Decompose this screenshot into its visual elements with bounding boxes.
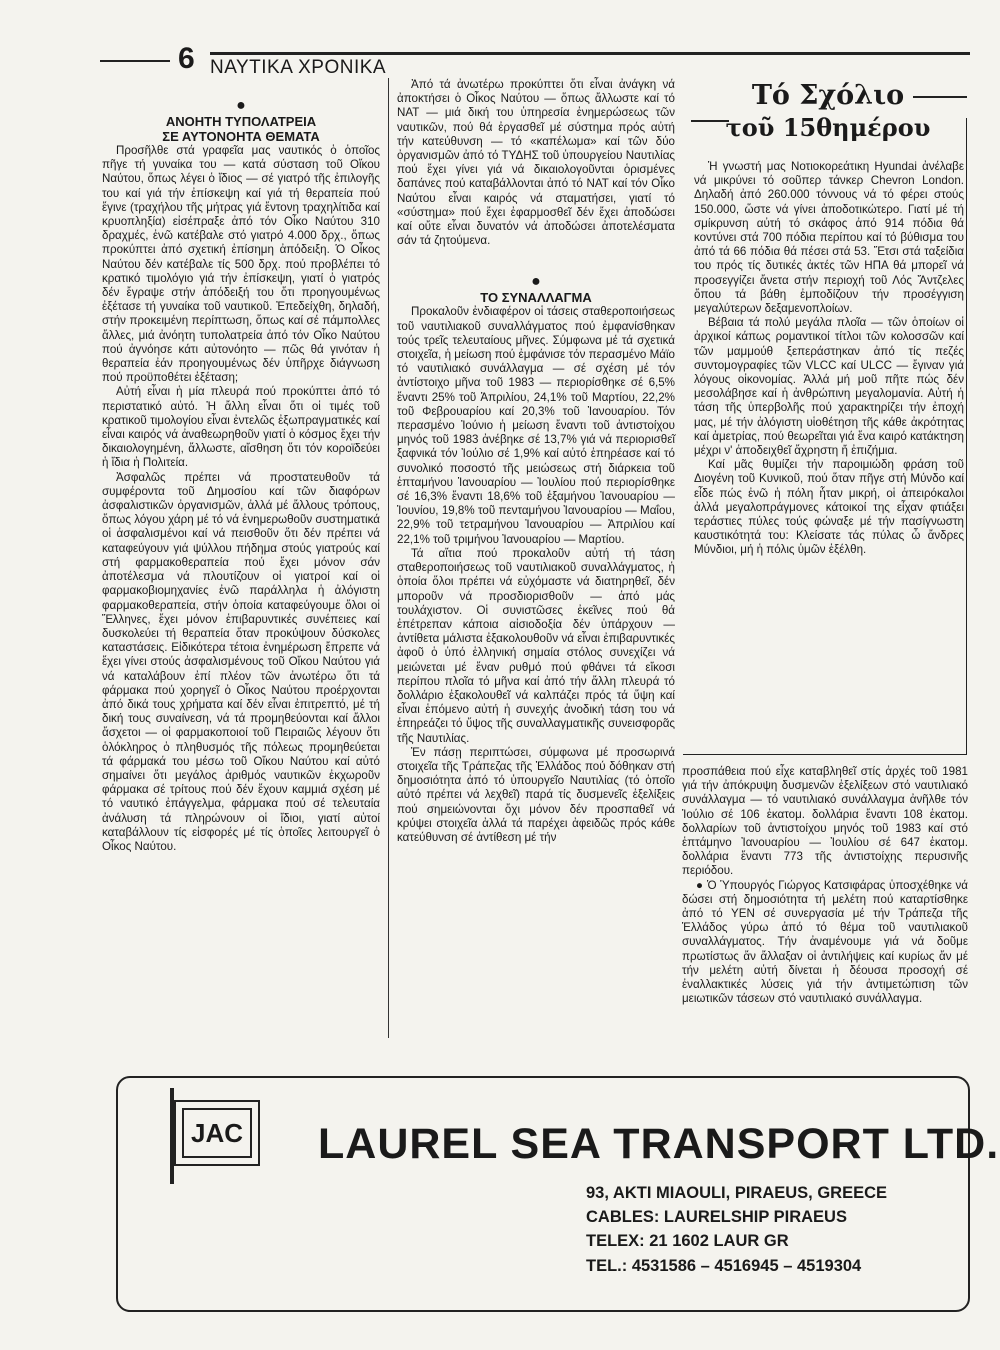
comment-paragraph: Ἡ γνωστή μας Νοτιοκορεάτικη Hyundai ἀνέλαβε νά μικρύνει τό σοῦπερ τάνκερ Chevron London. Δηλαδή ἀπό 260.000 τόννους νά τό φέρει στούς 150.000, ὥστε νά γίνει ἀποδοτικώτερο. Γιατί μέ τή σμίκρυνση αὐτή τό σκάφος ἀπό 914 πόδια θά κοντύνει στά 700 πόδια περίπου καί τό βύθισμα του ἀπό τά 66 πόδια θά πέσει στά 53. Ἔτσι στά ταξείδια του πρός τίς δυτικές ἀκτές τῶν ΗΠΑ θά μπορεῖ νά προσεγγίζει ἄνετα στήν περιοχή τοῦ Λός Ἄντζελες ὅπου τά βάθη ἐμποδίζουν τήν προσέγγιση μεγαλύτερων δεξαμενοπλοίων. bbox=[694, 160, 964, 316]
article-column-2 bbox=[397, 78, 675, 845]
article-paragraph: Αὐτή εἶναι ἡ μία πλευρά πού προκύπτει ἀπό τό περιστατικό αὐτό. Ἡ ἄλλη εἶναι ὅτι οἱ τιμές τοῦ κρατικοῦ τιμολογίου εἶναι ἐντελῶς ἐξωπραγματικές καί εἶναι καιρός νά ἀναθεωρηθοῦν γιατί ὁ κόσμος ἔχει τήν δικαιολογημένη, ἄλλωστε, αἴσθηση ὅτι τόν κοροϊδεύει ἡ ἴδια ἡ Πολιτεία. bbox=[102, 385, 380, 470]
comment-box-text bbox=[694, 160, 964, 558]
column-divider bbox=[388, 78, 389, 1038]
header-rule-left bbox=[100, 60, 170, 62]
advertiser-name: LAUREL SEA TRANSPORT LTD. bbox=[318, 1120, 1000, 1168]
comment-box-subtitle: τοῦ 15θημέρου bbox=[725, 113, 931, 142]
article-typolatreia bbox=[102, 98, 380, 854]
page-number: 6 bbox=[178, 42, 195, 75]
article-bullet: ● bbox=[531, 273, 541, 291]
advertiser-phone: TEL.: 4531586 – 4516945 – 4519304 bbox=[586, 1257, 862, 1275]
article-paragraph: Ἀσφαλῶς πρέπει νά προστατευθοῦν τά συμφέροντα τοῦ Δημοσίου καί τῶν διαφόρων ἀσφαλιστικῶν ὀργανισμῶν, ἀλλά μέ ἄλλους τρόπους, ὅπως λόγου χάρη μέ τό νά ἐνημερωθοῦν συστηματικά οἱ ἀσφαλισμένοι καί νά πεισθοῦν ὅτι δέν πρέπει νά καταφεύγουν γιά ψύλλου πήδημα στούς γιατρούς καί στή φαρμακοθεραπεία πού ἔχει μόνον σάν ἀποτέλεσμα νά πλουτίζουν οἱ γιατροί καί οἱ φαρμακοβιομηχανίες ἐνῶ παράλληλα ἡ ἀλόγιστη φαρμακοθεραπεία, στήν ὁποία καταφεύγουμε ὅλοι οἱ Ἕλληνες, ἔχει μόνον ἐπιβαρυντικές συνέπειες καί δυσκολεύει τή θεραπεία ὅταν προκύψουν δύσκολες καταστάσεις. Εἰδικότερα τέτοια ἐνημέρωση ἔπρεπε νά ἔχει γίνει στούς ἀσφαλισμένους τοῦ Οἴκου Ναύτου γιά νά καταλάβουν ἐπί πλέον τῶν ἀνωτέρω ὅτι τά φάρμακα πού χορηγεῖ ὁ Οἶκος Ναύτου προέρχονται ἀπό δικά τους χρήματα καί δέν εἶναι ἐπιτρεπτό, μέ τή δική τους συναίνεση, νά τά προμηθεύονται καί ἄλλοι ἄσχετοι — οἱ φαρμακοποιοί τοῦ Πειραιῶς λέγουν ὅτι ὁλόκληρος ὁ πληθυσμός τῆς πόλεως προμηθεύεται τά φάρμακά του μέσω τοῦ Οἴκου Ναύτου καί αὐτό σημαίνει ὅτι μεγάλος ἀριθμός ναυτικῶν ἐκχωροῦν φάρμακα σέ τρίτους πού δέν ἔχουν καμμιά σχέση μέ τό ναυτικό ἐπάγγελμα, φάρμακα πού σέ τελευταία ἀνάλυση τά πληρώνουν οἱ ἴδιοι, γιατί αὐτοί καταβάλλουν τίς εἰσφορές μέ τίς ὁποῖες λειτουργεῖ ὁ Οἶκος Ναύτου. bbox=[102, 470, 380, 853]
publication-title: ΝΑΥΤΙΚΑ ΧΡΟΝΙΚΑ bbox=[210, 57, 387, 78]
comment-paragraph: Καί μᾶς θυμίζει τήν παροιμιώδη φράση τοῦ Διογένη τοῦ Κυνικοῦ, πού ὅταν πῆγε στή Μύνδο καί εἶδε πώς ἐνῶ ἡ πόλη ἦταν μικρή, οἱ ἀπειρόκαλοι ἀλλά μεγαλοπράγμονες κάτοικοί της εἶχαν φτιάξει τεράστιες πύλες τούς φώναξε μέ τήν πασίγνωστη καυστικότητά του: Κλείσατε τάς πύλας ὦ ἄνδρες Μύνδιοι, μή ἡ πόλις ὑμῶν ἐξέλθη. bbox=[694, 458, 964, 557]
advertiser-address: 93, AKTI MIAOULI, PIRAEUS, GREECE bbox=[586, 1184, 888, 1202]
advertiser-cables: CABLES: LAURELSHIP PIRAEUS bbox=[586, 1208, 847, 1226]
article-headline: ΣΕ ΑΥΤΟΝΟΗΤΑ ΘΕΜΑΤΑ bbox=[162, 129, 320, 144]
comment-box-rule bbox=[913, 96, 967, 98]
flag-icon bbox=[174, 1100, 260, 1166]
article-paragraph: προσπάθεια πού εἶχε καταβληθεῖ στίς ἀρχές τοῦ 1981 γιά τήν ἀπόκρυψη δυσμενῶν ἐξελίξεων στό ναυτιλιακό συνάλλαγμα — τό ναυτιλιακό συνάλλαγμα ἀνῆλθε τόν Ἰούλιο σέ 106 ἑκατομ. δολλάρια ἔναντι 108 ἑκατομ. δολλαρίων τοῦ ἀντιστοίχου μηνός τοῦ 1983 καί στό ἑπτάμηνο Ἰανουαρίου — Ἰουλίου σέ 647 ἑκατομ. δολλάρια ἔναντι 773 τῆς ἀντιστοίχης περυσινῆς περιόδου. bbox=[682, 765, 968, 878]
article-headline: ΑΝΟΗΤΗ ΤΥΠΟΛΑΤΡΕΙΑ bbox=[165, 114, 317, 129]
advertiser-telex: TELEX: 21 1602 LAUR GR bbox=[586, 1232, 789, 1250]
article-paragraph: Προσῆλθε στά γραφεῖα μας ναυτικός ὁ ὁποῖος πῆγε τή γυναίκα του — κατά σύσταση τοῦ Οἴκου Ναύτου, ὅπως λέγει ὁ ἴδιος — σέ γιατρό τῆς ἐπιλογῆς του καί γιά τήν ἐπίσκεψη καί γιά τή θεραπεία πού ἔγινε (τραχήλου τῆς μήτρας γιά ἔντονη τραχηλίτιδα καί κρυοπληξία) εἰσέπραξε ἀπό τόν Οἶκο Ναύτου 310 δραχμές, ἐνῶ κατέβαλε στό γιατρό 4.000 δρχ., ὅπως προκύπτει ἀπό σχετική ἐπίσημη ἀπόδειξη. Ὁ Οἶκος Ναύτου δέν κατέβαλε τίς 500 δρχ. πού προβλέπει τό κρατικό τιμολόγιο γιά τήν ἐπίσκεψη, γιατί ὁ γιατρός δέν ἔγραψε στήν ἀπόδειξή του ὅτι προηγουμένως ἐξέτασε τή γυναίκα τοῦ ναυτικοῦ. Ἐπεδείχθη, δηλαδή, στήν προκειμένη περίπτωση, ὅπως καί σέ πάμπολλες ἄλλες, μιά ἀνόητη τυπολατρεία ἀπό τόν Οἶκο Ναύτου πού ἀγνόησε κάτι αὐτονόητο — πῶς θά γινόταν ἡ θεραπεία ἐάν προηγουμένως δέν ὑπῆρχε διάγνωση πού προϋποθέτει ἐξέταση; bbox=[102, 144, 380, 385]
flag-logo: JAC bbox=[182, 1108, 252, 1158]
article-paragraph: ● Ὁ Ὑπουργός Γιώργος Κατσιφάρας ὑποσχέθηκε νά δώσει στή δημοσιότητα τή μελέτη πού καταρτίσθηκε ἀπό τό ΥΕΝ σέ συνεργασία μέ τήν Τράπεζα τῆς Ἑλλάδος γύρω ἀπό τό θέμα τοῦ ναυτιλιακοῦ συναλλάγματος. Τήν ἀναμένουμε γιά νά δοῦμε πρωτίστως ἄν ἄλλαξαν οἱ ἀντιλήψεις καί κυρίως ἄν μέ τήν μελέτη αὐτή δίνεται ἡ δέουσα προσοχή σέ ἐναλλακτικές λύσεις γιά τήν ἀντιμετώπιση τῶν μειωτικῶν τάσεων στό ναυτιλιακό συνάλλαγμα. bbox=[682, 878, 968, 1006]
article-paragraph: Ἐν πάσῃ περιπτώσει, σύμφωνα μέ προσωρινά στοιχεῖα τῆς Τράπεζας τῆς Ἑλλάδος πού δόθηκαν στή δημοσιότητα ἀπό τό ὑπουργεῖο Ναυτιλίας (τό ὁποῖο αὐτό πρέπει νά λεχθεῖ) παρά τίς δυσμενεῖς ἐξελίξεις πού σημειώνονται ὄχι μόνον δέν προσπαθεῖ νά κρύψει στοιχεῖα ἀλλά τά παρέχει ἀφειδῶς πρός κάθε κατεύθυνση σέ ἀντίθεση μέ τήν bbox=[397, 745, 675, 844]
article-bullet: ● bbox=[236, 97, 246, 114]
comment-box-title: Τό Σχόλιο bbox=[751, 80, 905, 111]
article-column-3 bbox=[682, 765, 968, 1006]
article-paragraph: Ἀπό τά ἀνωτέρω προκύπτει ὅτι εἶναι ἀνάγκη νά ἀποκτήσει ὁ Οἶκος Ναύτου — ὅπως ἄλλωστε καί τό ΝΑΤ — μιά δική του ὑπηρεσία ἐνημερώσεως τῶν ναυτικῶν, πού θά ἐργασθεῖ μέ σύστημα πρός αὐτή τήν κατεύθυνση — τό «καπέλωμα» καί τῶν δύο ὀργανισμῶν ἀπό τό ΤΥΔΗΣ τοῦ ὑπουργείου Ναυτιλίας πού ἔχει γίνει γιά νά δικαιολογοῦνται ὁρισμένες δαπάνες πού καταβάλλονται ἀπό τό ΝΑΤ καί τόν Οἶκο Ναύτου εἶναι καιρός νά σταματήσει, γιατί τό «σύστημα» πού ἔχει ἐφαρμοσθεῖ δέν ἔχει ἀποδώσει καί οὔτε εἶναι δυνατόν νά ἀποδώσει ἀποτελέσματα σάν τά ζητούμενα. bbox=[397, 78, 675, 248]
article-headline: ΤΟ ΣΥΝΑΛΛΑΓΜΑ bbox=[480, 290, 592, 306]
article-paragraph: Προκαλοῦν ἐνδιαφέρον οἱ τάσεις σταθεροποιήσεως τοῦ ναυτιλιακοῦ συναλλάγματος πού ἐμφανίσθηκαν τούς τρεῖς τελευταίους μῆνες. Σύμφωνα μέ τά σχετικά στοιχεῖα, ἡ μείωση πού ἐμφάνισε τόν περασμένο Μάϊο τό ναυτιλιακό συνάλλαγμα — σέ σχέση μέ τόν ἀντίστοιχο μῆνα τοῦ 1983 — περιορίσθηκε σέ 6,5% ἔναντι 25% τοῦ Ἀπριλίου, 24,1% τοῦ Μαρτίου, 22,2% τοῦ Φεβρουαρίου καί 20,3% τοῦ Ἰανουαρίου. Τόν περασμένο Ἰούνιο ἡ μείωση ἔναντι τοῦ ἀντιστοίχου μηνός τοῦ 1983 ἀνέβηκε σέ 13,7% γιά νά περιορισθεῖ ξαφνικά τόν Ἰούλιο σέ 1,9% καί αὐτό ἐπηρέασε καί τό συνολικό ποσοστό τῆς μειώσεως στή διάρκεια τοῦ ἑπταμήνου Ἰανουαρίου — Ἰουλίου πού περιορίσθηκε σέ 16,3% ἔναντι 18,6% τοῦ ἑξαμήνου Ἰανουαρίου — Ἰουνίου, 19,8% τοῦ πενταμήνου Ἰανουαρίου — Μαΐου, 22,9% τοῦ τετραμήνου Ἰανουαρίου — Ἀπριλίου καί 22,1% τοῦ τριμήνου Ἰανουαρίου — Μαρτίου. bbox=[397, 305, 675, 546]
article-paragraph: Τά αἴτια πού προκαλοῦν αὐτή τή τάση σταθεροποιήσεως τοῦ ναυτιλιακοῦ συναλλάγματος, ἡ ὁποία ὅλοι πρέπει νά εὐχόμαστε νά διατηρηθεῖ, δέν μποροῦν νά προσδιορισθοῦν — ἀπό μάς τουλάχιστον. Οἱ συνιστῶσες ἐκεῖνες πού θά ἐπέτρεπαν κάποια αἰσιοδοξία δέν ὑπάρχουν — ἀντίθετα μάλιστα ἐξακολουθοῦν νά εἶναι ἐπιβαρυντικές ἀφοῦ ὁ ὑπό ἑλληνική σημαία στόλος συνεχίζει νά μειώνεται μέ ἕναν ρυθμό πού φθάνει τά εἴκοσι περίπου πλοῖα τό μῆνα καί ἀπό τήν ἄλλη πλευρά τό δολλάριο ἐξακολουθεῖ νά καλπάζει πρός τά ὕψη καί εἶναι ἑπόμενο αὐτή ἡ συνεχής ἀνοδική τάση του νά ἐπηρεάζει τό ὕψος τῆς συναλλαγματικῆς συνεισφορᾶς τῆς Ναυτιλίας. bbox=[397, 546, 675, 745]
comment-paragraph: Βέβαια τά πολύ μεγάλα πλοῖα — τῶν ὁποίων οἱ ἀρχικοί κάπως ρομαντικοί τίτλοι τῶν κολοσσῶν καί τῶν μαμμούθ ξεπεράστηκαν ἀπό τίς πεζές συντομογραφίες τῶν VLCC καί ULCC — ἔγιναν γιά λόγους οἰκονομίας. Ἀλλά μή μοῦ πῆτε πώς δέν μεσολάβησε καί ἡ ἀνθρώπινη μεγαλομανία. Αὐτή ἡ τάση τῆς ὑπερβολῆς πού χαρακτηρίζει τήν ἐποχή μας, μέ τήν ἀλόγιστη υἱοθέτηση τῆς κάθε ἀκρότητας καί ἀμετρίας, πού θεωρεῖται γιά ἕνα καιρό κατάκτηση μέχρι ν' ἀποδειχθεῖ ἄχρηστη ἤ ἐπιζήμια. bbox=[694, 316, 964, 458]
header-rule-right bbox=[210, 52, 970, 55]
